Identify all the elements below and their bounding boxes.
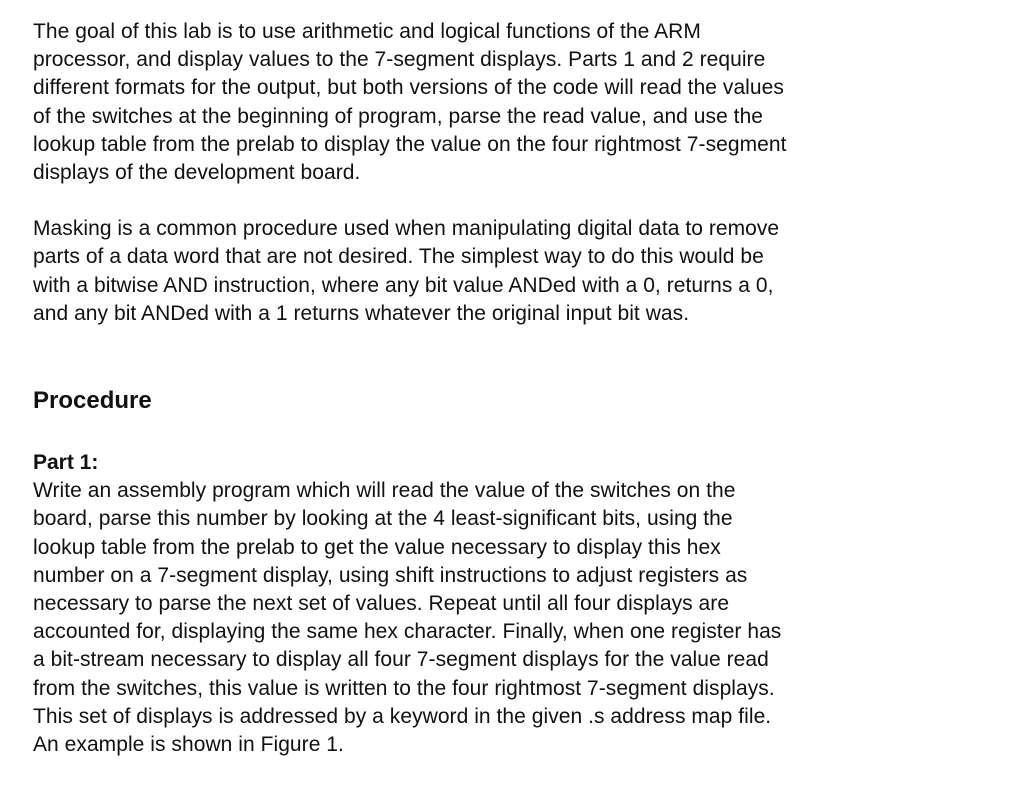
text-line: a bit-stream necessary to display all four 7-segment displays for the value read [33, 648, 769, 672]
part1-title: Part 1: [33, 451, 99, 475]
text-line: and any bit ANDed with a 1 returns whatever the original input bit was. [33, 301, 690, 325]
text-line: displays of the development board. [33, 161, 361, 185]
text-line: different formats for the output, but both versions of the code will read the values [33, 76, 784, 100]
text-line: accounted for, displaying the same hex character. Finally, when one register has [33, 620, 782, 644]
text-line: parts of a data word that are not desired. The simplest way to do this would be [33, 245, 764, 269]
document-page [33, 18, 993, 759]
procedure-heading: Procedure [33, 387, 152, 415]
text-line: This set of displays is addressed by a keyword in the given .s address map file. [33, 704, 772, 728]
section-spacer [33, 328, 993, 386]
intro-paragraph [33, 18, 993, 187]
text-line: board, parse this number by looking at the 4 least-significant bits, using the [33, 507, 733, 531]
paragraph-spacer [33, 187, 993, 215]
text-line: Masking is a common procedure used when manipulating digital data to remove [33, 217, 780, 241]
text-line: necessary to parse the next set of values. Repeat until all four displays are [33, 592, 730, 616]
text-line: Write an assembly program which will read the value of the switches on the [33, 479, 736, 503]
text-line: number on a 7-segment display, using shift instructions to adjust registers as [33, 563, 748, 587]
part1-section [33, 449, 993, 759]
text-line: lookup table from the prelab to display the value on the four rightmost 7-segment [33, 132, 787, 156]
section-spacer [33, 416, 993, 449]
text-line: of the switches at the beginning of program, parse the read value, and use the [33, 104, 764, 128]
masking-paragraph [33, 215, 993, 328]
text-line: processor, and display values to the 7-segment displays. Parts 1 and 2 require [33, 48, 766, 72]
text-line: with a bitwise AND instruction, where any bit value ANDed with a 0, returns a 0, [33, 273, 774, 297]
text-line: The goal of this lab is to use arithmetic and logical functions of the ARM [33, 20, 701, 43]
text-line: An example is shown in Figure 1. [33, 733, 344, 757]
text-line: from the switches, this value is written to the four rightmost 7-segment displays. [33, 676, 775, 700]
text-line: lookup table from the prelab to get the value necessary to display this hex [33, 535, 721, 559]
